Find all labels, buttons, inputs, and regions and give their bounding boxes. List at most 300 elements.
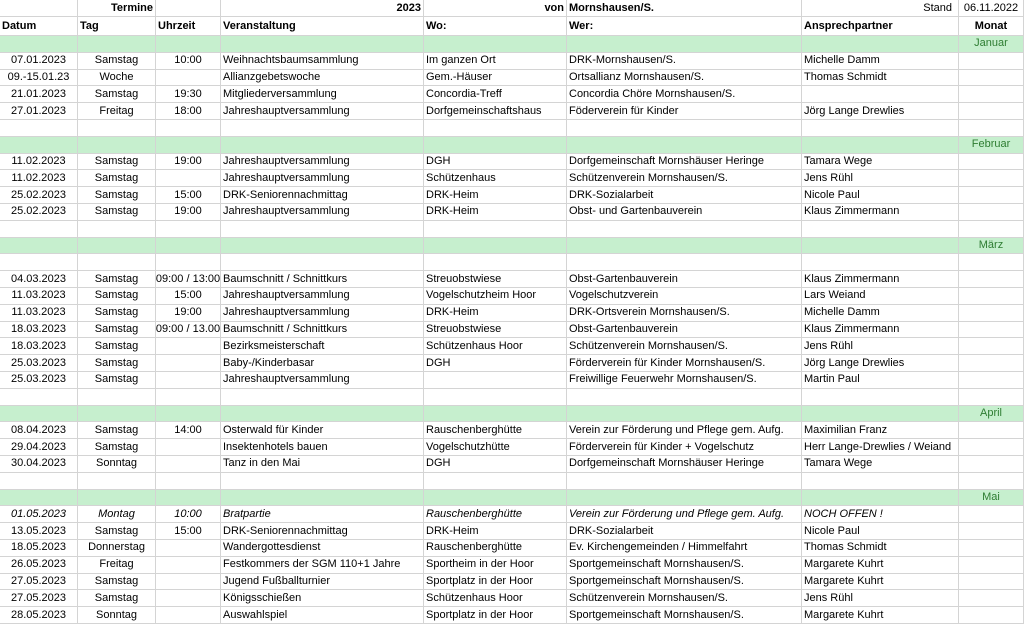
header-veranstaltung[interactable]: Veranstaltung	[221, 17, 424, 36]
time-cell[interactable]	[156, 574, 221, 591]
location-cell[interactable]: Rauschenberghütte	[424, 540, 567, 557]
time-cell[interactable]: 15:00	[156, 523, 221, 540]
month-cell[interactable]	[959, 473, 1024, 490]
day-cell[interactable]: Sonntag	[78, 607, 156, 624]
event-cell[interactable]: Bratpartie	[221, 506, 424, 523]
date-cell[interactable]: 27.05.2023	[0, 574, 78, 591]
date-cell[interactable]: 11.02.2023	[0, 170, 78, 187]
event-cell[interactable]: Jahreshauptversammlung	[221, 103, 424, 120]
time-cell[interactable]	[156, 238, 221, 255]
contact-cell[interactable]: Klaus Zimmermann	[802, 322, 959, 339]
time-cell[interactable]: 15:00	[156, 288, 221, 305]
contact-cell[interactable]	[802, 120, 959, 137]
organizer-cell[interactable]: DRK-Mornshausen/S.	[567, 53, 802, 70]
month-cell[interactable]	[959, 506, 1024, 523]
day-cell[interactable]	[78, 406, 156, 423]
location-cell[interactable]: Schützenhaus Hoor	[424, 338, 567, 355]
location-cell[interactable]	[424, 221, 567, 238]
contact-cell[interactable]: Nicole Paul	[802, 523, 959, 540]
date-cell[interactable]	[0, 254, 78, 271]
location-cell[interactable]: DRK-Heim	[424, 204, 567, 221]
time-cell[interactable]	[156, 221, 221, 238]
day-cell[interactable]	[78, 490, 156, 507]
date-cell[interactable]: 09.-15.01.23	[0, 70, 78, 87]
organizer-cell[interactable]: Verein zur Förderung und Pflege gem. Aufg.	[567, 422, 802, 439]
event-cell[interactable]: Bezirksmeisterschaft	[221, 338, 424, 355]
time-cell[interactable]	[156, 36, 221, 53]
ort-label[interactable]: Mornshausen/S.	[567, 0, 802, 17]
header-wo[interactable]: Wo:	[424, 17, 567, 36]
month-cell[interactable]	[959, 288, 1024, 305]
time-cell[interactable]	[156, 590, 221, 607]
contact-cell[interactable]: Klaus Zimmermann	[802, 204, 959, 221]
day-cell[interactable]: Samstag	[78, 86, 156, 103]
location-cell[interactable]	[424, 137, 567, 154]
contact-cell[interactable]	[802, 389, 959, 406]
time-cell[interactable]	[156, 406, 221, 423]
time-cell[interactable]: 10:00	[156, 53, 221, 70]
day-cell[interactable]	[78, 120, 156, 137]
month-cell[interactable]	[959, 305, 1024, 322]
organizer-cell[interactable]	[567, 137, 802, 154]
month-cell[interactable]	[959, 540, 1024, 557]
time-cell[interactable]: 14:00	[156, 422, 221, 439]
title-cell-empty[interactable]	[156, 0, 221, 17]
event-cell[interactable]	[221, 36, 424, 53]
location-cell[interactable]: Vogelschutzheim Hoor	[424, 288, 567, 305]
day-cell[interactable]: Samstag	[78, 305, 156, 322]
time-cell[interactable]	[156, 70, 221, 87]
event-cell[interactable]: Wandergottesdienst	[221, 540, 424, 557]
month-cell[interactable]	[959, 590, 1024, 607]
time-cell[interactable]	[156, 137, 221, 154]
organizer-cell[interactable]: Obst-Gartenbauverein	[567, 271, 802, 288]
table-row	[0, 590, 1024, 607]
date-cell[interactable]	[0, 406, 78, 423]
organizer-cell[interactable]	[567, 473, 802, 490]
month-cell[interactable]	[959, 53, 1024, 70]
event-cell[interactable]	[221, 221, 424, 238]
organizer-cell[interactable]: DRK-Sozialarbeit	[567, 187, 802, 204]
time-cell[interactable]	[156, 557, 221, 574]
day-cell[interactable]	[78, 254, 156, 271]
time-cell[interactable]: 18:00	[156, 103, 221, 120]
event-cell[interactable]	[221, 473, 424, 490]
header-ansprechpartner[interactable]: Ansprechpartner	[802, 17, 959, 36]
day-cell[interactable]: Freitag	[78, 557, 156, 574]
month-cell[interactable]	[959, 607, 1024, 624]
contact-cell[interactable]	[802, 137, 959, 154]
time-cell[interactable]	[156, 389, 221, 406]
time-cell[interactable]	[156, 490, 221, 507]
day-cell[interactable]: Samstag	[78, 439, 156, 456]
event-cell[interactable]: Jahreshauptversammlung	[221, 372, 424, 389]
location-cell[interactable]: Concordia-Treff	[424, 86, 567, 103]
time-cell[interactable]	[156, 607, 221, 624]
day-cell[interactable]: Montag	[78, 506, 156, 523]
organizer-cell[interactable]	[567, 389, 802, 406]
date-cell[interactable]: 01.05.2023	[0, 506, 78, 523]
date-cell[interactable]: 18.03.2023	[0, 322, 78, 339]
contact-cell[interactable]	[802, 254, 959, 271]
contact-cell[interactable]	[802, 36, 959, 53]
organizer-cell[interactable]: Dorfgemeinschaft Mornshäuser Heringe	[567, 154, 802, 171]
organizer-cell[interactable]: Concordia Chöre Mornshausen/S.	[567, 86, 802, 103]
date-cell[interactable]: 25.02.2023	[0, 204, 78, 221]
stand-label[interactable]: Stand	[802, 0, 959, 17]
month-cell[interactable]	[959, 120, 1024, 137]
event-cell[interactable]	[221, 137, 424, 154]
contact-cell[interactable]: Michelle Damm	[802, 53, 959, 70]
time-cell[interactable]	[156, 120, 221, 137]
location-cell[interactable]: DRK-Heim	[424, 187, 567, 204]
date-cell[interactable]: 25.02.2023	[0, 187, 78, 204]
contact-cell[interactable]: Thomas Schmidt	[802, 70, 959, 87]
stand-date[interactable]: 06.11.2022	[959, 0, 1024, 17]
time-cell[interactable]	[156, 372, 221, 389]
location-cell[interactable]	[424, 406, 567, 423]
contact-cell[interactable]: Martin Paul	[802, 372, 959, 389]
day-cell[interactable]: Samstag	[78, 187, 156, 204]
organizer-cell[interactable]: Schützenverein Mornshausen/S.	[567, 590, 802, 607]
organizer-cell[interactable]	[567, 36, 802, 53]
time-cell[interactable]	[156, 338, 221, 355]
month-cell[interactable]	[959, 456, 1024, 473]
month-cell[interactable]	[959, 70, 1024, 87]
location-cell[interactable]	[424, 389, 567, 406]
event-cell[interactable]	[221, 120, 424, 137]
contact-cell[interactable]: NOCH OFFEN !	[802, 506, 959, 523]
header-tag[interactable]: Tag	[78, 17, 156, 36]
table-row	[0, 540, 1024, 557]
date-cell[interactable]: 18.05.2023	[0, 540, 78, 557]
date-cell[interactable]: 25.03.2023	[0, 372, 78, 389]
date-cell[interactable]: 11.03.2023	[0, 305, 78, 322]
month-cell[interactable]	[959, 574, 1024, 591]
location-cell[interactable]	[424, 254, 567, 271]
month-cell[interactable]: März	[959, 238, 1024, 255]
location-cell[interactable]: Streuobstwiese	[424, 322, 567, 339]
header-datum[interactable]: Datum	[0, 17, 78, 36]
contact-cell[interactable]: Tamara Wege	[802, 456, 959, 473]
time-cell[interactable]: 09:00 / 13.00	[156, 322, 221, 339]
time-cell[interactable]: 09:00 / 13:00	[156, 271, 221, 288]
location-cell[interactable]: Dorfgemeinschaftshaus	[424, 103, 567, 120]
day-cell[interactable]: Samstag	[78, 523, 156, 540]
date-cell[interactable]: 18.03.2023	[0, 338, 78, 355]
day-cell[interactable]	[78, 137, 156, 154]
date-cell[interactable]: 30.04.2023	[0, 456, 78, 473]
day-cell[interactable]: Woche	[78, 70, 156, 87]
month-cell[interactable]: Januar	[959, 36, 1024, 53]
location-cell[interactable]: DGH	[424, 154, 567, 171]
table-row	[0, 70, 1024, 87]
day-cell[interactable]: Samstag	[78, 574, 156, 591]
time-cell[interactable]	[156, 456, 221, 473]
month-cell[interactable]	[959, 86, 1024, 103]
month-cell[interactable]	[959, 338, 1024, 355]
contact-cell[interactable]	[802, 473, 959, 490]
location-cell[interactable]: Rauschenberghütte	[424, 506, 567, 523]
organizer-cell[interactable]: DRK-Sozialarbeit	[567, 523, 802, 540]
time-cell[interactable]: 10:00	[156, 506, 221, 523]
location-cell[interactable]: Vogelschutzhütte	[424, 439, 567, 456]
contact-cell[interactable]	[802, 221, 959, 238]
date-cell[interactable]	[0, 221, 78, 238]
date-cell[interactable]	[0, 137, 78, 154]
day-cell[interactable]: Samstag	[78, 355, 156, 372]
time-cell[interactable]	[156, 355, 221, 372]
contact-cell[interactable]: Lars Weiand	[802, 288, 959, 305]
month-cell[interactable]	[959, 439, 1024, 456]
contact-cell[interactable]: Margarete Kuhrt	[802, 607, 959, 624]
organizer-cell[interactable]	[567, 490, 802, 507]
contact-cell[interactable]: Margarete Kuhrt	[802, 574, 959, 591]
time-cell[interactable]	[156, 254, 221, 271]
event-cell[interactable]: Jugend Fußballturnier	[221, 574, 424, 591]
location-cell[interactable]	[424, 120, 567, 137]
location-cell[interactable]: Sportplatz in der Hoor	[424, 607, 567, 624]
date-cell[interactable]	[0, 490, 78, 507]
date-cell[interactable]: 28.05.2023	[0, 607, 78, 624]
event-cell[interactable]: Weihnachtsbaumsammlung	[221, 53, 424, 70]
date-cell[interactable]: 29.04.2023	[0, 439, 78, 456]
date-cell[interactable]: 08.04.2023	[0, 422, 78, 439]
contact-cell[interactable]: Jens Rühl	[802, 338, 959, 355]
organizer-cell[interactable]: Schützenverein Mornshausen/S.	[567, 338, 802, 355]
day-cell[interactable]: Samstag	[78, 322, 156, 339]
contact-cell[interactable]: Tamara Wege	[802, 154, 959, 171]
contact-cell[interactable]: Nicole Paul	[802, 187, 959, 204]
month-cell[interactable]	[959, 204, 1024, 221]
organizer-cell[interactable]: Obst-Gartenbauverein	[567, 322, 802, 339]
location-cell[interactable]	[424, 372, 567, 389]
day-cell[interactable]: Samstag	[78, 204, 156, 221]
year-label[interactable]: 2023	[221, 0, 424, 17]
location-cell[interactable]	[424, 238, 567, 255]
contact-cell[interactable]: Michelle Damm	[802, 305, 959, 322]
month-cell[interactable]	[959, 103, 1024, 120]
organizer-cell[interactable]: Vogelschutzverein	[567, 288, 802, 305]
month-cell[interactable]: Februar	[959, 137, 1024, 154]
organizer-cell[interactable]: Ortsallianz Mornshausen/S.	[567, 70, 802, 87]
day-cell[interactable]: Samstag	[78, 271, 156, 288]
day-cell[interactable]: Samstag	[78, 338, 156, 355]
day-cell[interactable]: Donnerstag	[78, 540, 156, 557]
event-cell[interactable]: DRK-Seniorennachmittag	[221, 523, 424, 540]
location-cell[interactable]	[424, 490, 567, 507]
event-cell[interactable]: Jahreshauptversammlung	[221, 204, 424, 221]
day-cell[interactable]	[78, 389, 156, 406]
contact-cell[interactable]	[802, 406, 959, 423]
month-cell[interactable]: April	[959, 406, 1024, 423]
date-cell[interactable]: 11.03.2023	[0, 288, 78, 305]
contact-cell[interactable]	[802, 490, 959, 507]
event-cell[interactable]: Baby-/Kinderbasar	[221, 355, 424, 372]
event-cell[interactable]	[221, 389, 424, 406]
time-cell[interactable]: 19:30	[156, 86, 221, 103]
event-cell[interactable]: Jahreshauptversammlung	[221, 154, 424, 171]
date-cell[interactable]: 26.05.2023	[0, 557, 78, 574]
month-cell[interactable]	[959, 254, 1024, 271]
event-cell[interactable]: Baumschnitt / Schnittkurs	[221, 322, 424, 339]
termine-label[interactable]: Termine	[78, 0, 156, 17]
organizer-cell[interactable]: Dorfgemeinschaft Mornshäuser Heringe	[567, 456, 802, 473]
time-cell[interactable]	[156, 170, 221, 187]
table-row	[0, 322, 1024, 339]
date-cell[interactable]: 04.03.2023	[0, 271, 78, 288]
month-cell[interactable]	[959, 523, 1024, 540]
contact-cell[interactable]: Jörg Lange Drewlies	[802, 355, 959, 372]
event-cell[interactable]: Festkommers der SGM 110+1 Jahre	[221, 557, 424, 574]
day-cell[interactable]	[78, 36, 156, 53]
event-cell[interactable]: DRK-Seniorennachmittag	[221, 187, 424, 204]
header-uhrzeit[interactable]: Uhrzeit	[156, 17, 221, 36]
day-cell[interactable]	[78, 238, 156, 255]
location-cell[interactable]: Rauschenberghütte	[424, 422, 567, 439]
organizer-cell[interactable]: Schützenverein Mornshausen/S.	[567, 170, 802, 187]
location-cell[interactable]: Im ganzen Ort	[424, 53, 567, 70]
date-cell[interactable]: 07.01.2023	[0, 53, 78, 70]
month-cell[interactable]	[959, 557, 1024, 574]
date-cell[interactable]	[0, 36, 78, 53]
header-monat[interactable]: Monat	[959, 17, 1024, 36]
contact-cell[interactable]: Thomas Schmidt	[802, 540, 959, 557]
month-cell[interactable]	[959, 221, 1024, 238]
event-cell[interactable]	[221, 490, 424, 507]
contact-cell[interactable]: Maximilian Franz	[802, 422, 959, 439]
location-cell[interactable]: Sportheim in der Hoor	[424, 557, 567, 574]
day-cell[interactable]: Samstag	[78, 422, 156, 439]
date-cell[interactable]	[0, 238, 78, 255]
organizer-cell[interactable]	[567, 238, 802, 255]
organizer-cell[interactable]: Freiwillige Feuerwehr Mornshausen/S.	[567, 372, 802, 389]
organizer-cell[interactable]: Sportgemeinschaft Mornshausen/S.	[567, 557, 802, 574]
location-cell[interactable]	[424, 473, 567, 490]
event-cell[interactable]: Allianzgebetswoche	[221, 70, 424, 87]
month-cell[interactable]	[959, 170, 1024, 187]
event-cell[interactable]	[221, 238, 424, 255]
location-cell[interactable]: DRK-Heim	[424, 523, 567, 540]
event-cell[interactable]: Baumschnitt / Schnittkurs	[221, 271, 424, 288]
event-cell[interactable]	[221, 254, 424, 271]
location-cell[interactable]: DGH	[424, 355, 567, 372]
contact-cell[interactable]: Klaus Zimmermann	[802, 271, 959, 288]
date-cell[interactable]: 27.05.2023	[0, 590, 78, 607]
day-cell[interactable]: Samstag	[78, 372, 156, 389]
month-cell[interactable]	[959, 187, 1024, 204]
time-cell[interactable]: 19:00	[156, 154, 221, 171]
date-cell[interactable]	[0, 389, 78, 406]
location-cell[interactable]: Schützenhaus	[424, 170, 567, 187]
organizer-cell[interactable]: Förderverein für Kinder + Vogelschutz	[567, 439, 802, 456]
time-cell[interactable]: 19:00	[156, 305, 221, 322]
date-cell[interactable]: 21.01.2023	[0, 86, 78, 103]
date-cell[interactable]: 13.05.2023	[0, 523, 78, 540]
organizer-cell[interactable]: Sportgemeinschaft Mornshausen/S.	[567, 574, 802, 591]
location-cell[interactable]: Streuobstwiese	[424, 271, 567, 288]
event-cell[interactable]: Mitgliederversammlung	[221, 86, 424, 103]
organizer-cell[interactable]	[567, 221, 802, 238]
month-cell[interactable]	[959, 154, 1024, 171]
organizer-cell[interactable]: Verein zur Förderung und Pflege gem. Aufg.	[567, 506, 802, 523]
organizer-cell[interactable]: DRK-Ortsverein Mornshausen/S.	[567, 305, 802, 322]
organizer-cell[interactable]	[567, 120, 802, 137]
day-cell[interactable]: Samstag	[78, 590, 156, 607]
location-cell[interactable]: Gem.-Häuser	[424, 70, 567, 87]
event-cell[interactable]	[221, 406, 424, 423]
time-cell[interactable]	[156, 540, 221, 557]
organizer-cell[interactable]: Obst- und Gartenbauverein	[567, 204, 802, 221]
month-cell[interactable]	[959, 422, 1024, 439]
date-cell[interactable]: 25.03.2023	[0, 355, 78, 372]
day-cell[interactable]: Sonntag	[78, 456, 156, 473]
day-cell[interactable]: Samstag	[78, 154, 156, 171]
organizer-cell[interactable]: Ev. Kirchengemeinden / Himmelfahrt	[567, 540, 802, 557]
event-cell[interactable]: Jahreshauptversammlung	[221, 305, 424, 322]
contact-cell[interactable]	[802, 238, 959, 255]
title-cell-empty[interactable]	[0, 0, 78, 17]
event-cell[interactable]: Insektenhotels bauen	[221, 439, 424, 456]
day-cell[interactable]	[78, 473, 156, 490]
time-cell[interactable]: 15:00	[156, 187, 221, 204]
date-cell[interactable]: 27.01.2023	[0, 103, 78, 120]
day-cell[interactable]: Samstag	[78, 53, 156, 70]
month-cell[interactable]	[959, 322, 1024, 339]
event-cell[interactable]: Königsschießen	[221, 590, 424, 607]
month-cell[interactable]	[959, 355, 1024, 372]
month-cell[interactable]	[959, 389, 1024, 406]
header-wer[interactable]: Wer:	[567, 17, 802, 36]
event-cell[interactable]: Jahreshauptversammlung	[221, 288, 424, 305]
location-cell[interactable]: Schützenhaus Hoor	[424, 590, 567, 607]
organizer-cell[interactable]: Sportgemeinschaft Mornshausen/S.	[567, 607, 802, 624]
contact-cell[interactable]: Jörg Lange Drewlies	[802, 103, 959, 120]
von-label[interactable]: von	[424, 0, 567, 17]
month-cell[interactable]: Mai	[959, 490, 1024, 507]
location-cell[interactable]: Sportplatz in der Hoor	[424, 574, 567, 591]
organizer-cell[interactable]: Förderverein für Kinder Mornshausen/S.	[567, 355, 802, 372]
location-cell[interactable]: DGH	[424, 456, 567, 473]
date-cell[interactable]: 11.02.2023	[0, 154, 78, 171]
month-cell[interactable]	[959, 271, 1024, 288]
time-cell[interactable]: 19:00	[156, 204, 221, 221]
location-cell[interactable]	[424, 36, 567, 53]
day-cell[interactable]: Samstag	[78, 170, 156, 187]
day-cell[interactable]: Samstag	[78, 288, 156, 305]
event-cell[interactable]: Auswahlspiel	[221, 607, 424, 624]
location-cell[interactable]: DRK-Heim	[424, 305, 567, 322]
organizer-cell[interactable]: Föderverein für Kinder	[567, 103, 802, 120]
contact-cell[interactable]: Herr Lange-Drewlies / Weiand	[802, 439, 959, 456]
contact-cell[interactable]: Jens Rühl	[802, 590, 959, 607]
date-cell[interactable]	[0, 120, 78, 137]
contact-cell[interactable]: Margarete Kuhrt	[802, 557, 959, 574]
event-cell[interactable]: Osterwald für Kinder	[221, 422, 424, 439]
contact-cell[interactable]: Jens Rühl	[802, 170, 959, 187]
organizer-cell[interactable]	[567, 406, 802, 423]
contact-cell[interactable]	[802, 86, 959, 103]
day-cell[interactable]	[78, 221, 156, 238]
day-cell[interactable]: Freitag	[78, 103, 156, 120]
organizer-cell[interactable]	[567, 254, 802, 271]
event-cell[interactable]: Jahreshauptversammlung	[221, 170, 424, 187]
event-cell[interactable]: Tanz in den Mai	[221, 456, 424, 473]
time-cell[interactable]	[156, 439, 221, 456]
date-cell[interactable]	[0, 473, 78, 490]
time-cell[interactable]	[156, 473, 221, 490]
month-cell[interactable]	[959, 372, 1024, 389]
